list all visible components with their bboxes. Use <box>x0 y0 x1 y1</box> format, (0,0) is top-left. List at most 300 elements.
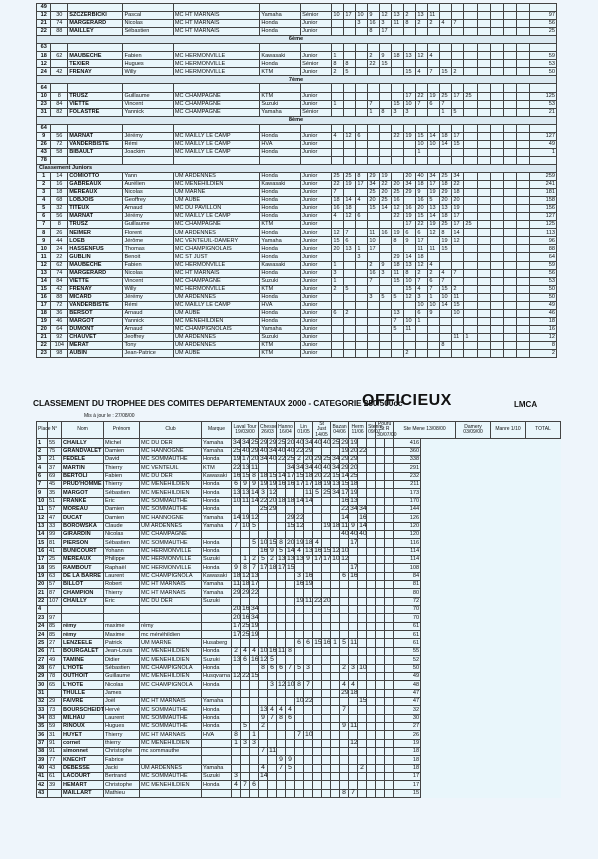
table-cell: 85 <box>48 622 62 630</box>
table-cell: Hugues <box>123 60 173 68</box>
table-cell <box>504 213 517 221</box>
table-cell: Hervé <box>104 706 140 714</box>
table-cell: 9 <box>241 480 250 488</box>
table-cell: 14 <box>428 132 440 140</box>
table-cell: 25 <box>464 221 477 229</box>
table-cell <box>250 531 259 539</box>
table-cell <box>301 156 332 164</box>
table-cell <box>304 656 313 664</box>
table-cell: Junior <box>301 261 332 269</box>
table-cell <box>452 100 464 108</box>
table-cell <box>277 531 286 539</box>
table-cell: 29 <box>260 438 268 446</box>
table-cell: 13 <box>305 547 313 555</box>
table-cell <box>356 84 368 92</box>
table-cell: 8 <box>259 664 268 672</box>
table-cell <box>104 614 140 622</box>
table-cell <box>380 132 392 140</box>
table-cell: 34 <box>37 714 48 722</box>
table-cell <box>464 253 477 261</box>
table-cell <box>322 656 331 664</box>
table-cell <box>313 689 322 697</box>
table-cell <box>517 156 530 164</box>
table-cell: 25 <box>242 630 250 638</box>
table-cell: Yamaha <box>202 522 232 530</box>
table-cell: 2 <box>250 556 259 564</box>
table-cell: UM AUBE <box>173 350 259 358</box>
table-cell <box>452 12 464 20</box>
table-cell <box>358 489 367 497</box>
table-cell: 2 <box>416 20 428 28</box>
table-row <box>37 28 557 36</box>
table-cell: 15 <box>242 471 250 479</box>
table-row <box>37 92 557 100</box>
table-cell: 42 <box>51 68 68 76</box>
table-cell <box>268 731 277 739</box>
table-cell: Suzuki <box>260 100 301 108</box>
table-cell <box>340 772 349 780</box>
table-cell: Yamaha <box>202 697 232 705</box>
table-cell: Junior <box>301 92 332 100</box>
table-cell: 17 <box>314 555 322 563</box>
table-cell: 12 <box>341 555 349 563</box>
table-cell: 17 <box>404 92 416 100</box>
table-cell <box>277 631 286 639</box>
table-cell <box>367 556 376 564</box>
table-cell: Junior <box>301 28 332 36</box>
table-cell: 3 <box>368 293 380 301</box>
table-cell <box>367 439 376 447</box>
table-cell: Junior <box>301 20 332 28</box>
table-cell: simonnet <box>62 747 104 755</box>
table-cell <box>385 731 394 739</box>
table-cell <box>340 739 349 747</box>
table-cell: 6 <box>404 229 416 237</box>
table-cell: 2 <box>416 269 428 277</box>
table-cell: 36 <box>51 309 68 317</box>
table-cell: Junior <box>301 325 332 333</box>
table-row <box>37 84 557 92</box>
table-cell: 48 <box>394 681 421 689</box>
table-cell: RAMBOUT <box>62 564 104 572</box>
table-cell: 7 <box>416 100 428 108</box>
table-cell: MC CHAMPAGNE <box>173 277 259 285</box>
table-cell: Arnaud <box>123 205 173 213</box>
table-cell <box>268 597 277 605</box>
table-cell: 13 <box>404 52 416 60</box>
table-cell <box>331 589 340 597</box>
table-cell: MC MAILLY LE CAMP <box>173 213 259 221</box>
table-cell: 8 <box>232 731 241 739</box>
table-cell: 17 <box>260 563 268 571</box>
table-cell: UM MARNE <box>140 639 202 647</box>
table-cell: Honda <box>202 564 232 572</box>
table-cell <box>490 261 503 269</box>
table-cell <box>295 772 304 780</box>
table-cell <box>202 747 232 755</box>
table-cell <box>517 84 530 92</box>
table-cell: 19 <box>37 572 48 580</box>
table-cell: 126 <box>394 514 421 522</box>
table-cell: CHAILLY <box>62 439 104 447</box>
table-cell <box>340 581 349 589</box>
table-cell: 21 <box>48 455 62 463</box>
table-row <box>37 522 561 530</box>
table-cell <box>404 44 416 52</box>
table-cell: FAIVRE <box>62 697 104 705</box>
table-cell: 6 <box>416 309 428 317</box>
table-cell: NEIMER <box>68 229 123 237</box>
table-cell <box>385 472 394 480</box>
table-cell: 5 <box>250 522 259 530</box>
table-cell <box>277 639 286 647</box>
table-cell: 20 <box>440 197 452 205</box>
table-cell <box>464 269 477 277</box>
table-cell: Bertrand <box>104 772 140 780</box>
table-cell <box>517 229 530 237</box>
table-cell: 12 <box>233 672 241 680</box>
table-cell <box>440 28 452 36</box>
table-cell: 22 <box>380 181 392 189</box>
table-cell: 113 <box>530 229 557 237</box>
table-cell <box>368 4 380 12</box>
table-cell: 40 <box>323 438 331 446</box>
table-cell: 13 <box>428 205 440 213</box>
table-cell: Honda <box>260 60 301 68</box>
table-cell: Yamaha <box>202 589 232 597</box>
table-cell: mc ménéhildien <box>140 631 202 639</box>
table-cell <box>202 531 232 539</box>
table-cell <box>416 108 428 116</box>
table-cell: 4 <box>37 464 48 472</box>
table-cell <box>477 269 490 277</box>
table-cell: 15 <box>440 285 452 293</box>
table-cell <box>380 301 392 309</box>
table-cell: 4 <box>332 213 344 221</box>
table-cell: 12 <box>416 261 428 269</box>
table-row <box>37 12 557 20</box>
table-cell <box>358 472 367 480</box>
table-cell <box>356 92 368 100</box>
table-cell <box>332 293 344 301</box>
table-cell: 4 <box>313 539 322 547</box>
table-cell: Jérémy <box>123 213 173 221</box>
table-cell: 34 <box>305 463 313 471</box>
table-cell <box>332 140 344 148</box>
table-cell: 22 <box>278 455 286 463</box>
table-cell: THULLE <box>62 689 104 697</box>
table-cell: 17 <box>37 301 51 309</box>
table-cell: Junior <box>301 245 332 253</box>
table-cell: MC HERMONVILLE <box>140 556 202 564</box>
table-cell: 10 <box>416 140 428 148</box>
table-cell: Sébastien <box>123 28 173 36</box>
table-cell <box>277 589 286 597</box>
table-row <box>37 606 561 614</box>
table-cell <box>295 706 304 714</box>
table-cell: MC DU DER <box>140 597 202 605</box>
table-row <box>37 539 561 547</box>
table-cell: 78 <box>48 672 62 680</box>
table-cell: 40 <box>260 446 268 454</box>
table-cell <box>530 124 557 132</box>
table-cell <box>367 589 376 597</box>
table-cell: MC CHAMPAGNE <box>173 108 259 116</box>
table-cell: Fabien <box>123 261 173 269</box>
table-cell <box>286 639 295 647</box>
table-cell <box>356 309 368 317</box>
table-cell: 25 <box>260 505 268 513</box>
table-cell: 56 <box>51 213 68 221</box>
table-cell: 53 <box>530 60 557 68</box>
table-cell <box>367 597 376 605</box>
table-cell: MC SOMMAUTHE <box>140 539 202 547</box>
table-cell: 4 <box>277 706 286 714</box>
table-cell: Honda <box>260 293 301 301</box>
table-cell: 70 <box>394 606 421 614</box>
table-cell <box>464 44 477 52</box>
table-row <box>37 181 557 189</box>
table-cell <box>322 447 331 455</box>
table-cell: MC HT MARNAIS <box>140 581 202 589</box>
table-row <box>37 756 561 764</box>
table-cell <box>295 714 304 722</box>
table-cell: 73 <box>48 706 62 714</box>
table-cell: 69 <box>48 472 62 480</box>
table-cell: 99 <box>48 531 62 539</box>
table-cell <box>464 52 477 60</box>
table-cell <box>490 181 503 189</box>
table-row <box>37 261 557 269</box>
table-cell: 12 <box>37 514 48 522</box>
table-cell <box>304 622 313 630</box>
trophy-title: CLASSEMENT DU TROPHEE DES COMITES DEPARTEMENTAUX 2000 - CATEGORIE 250/500cc - <box>33 398 408 408</box>
table-cell: 18 <box>242 580 250 588</box>
table-cell <box>268 514 277 522</box>
table-cell: 53 <box>530 100 557 108</box>
table-cell: Junior <box>301 237 332 245</box>
table-cell <box>322 505 331 513</box>
column-header: Place <box>37 422 48 439</box>
table-cell <box>250 706 259 714</box>
table-cell: 31 <box>37 108 51 116</box>
table-cell: 47 <box>394 697 421 705</box>
table-cell: 19 <box>341 446 349 454</box>
table-cell: 10 <box>404 100 416 108</box>
table-cell <box>367 639 376 647</box>
table-cell <box>295 656 304 664</box>
table-cell <box>344 301 356 309</box>
table-cell: 72 <box>51 301 68 309</box>
table-cell: 74 <box>51 269 68 277</box>
table-cell <box>477 124 490 132</box>
table-cell: 18 <box>344 205 356 213</box>
table-row <box>37 245 557 253</box>
table-cell: 3 <box>349 664 358 672</box>
table-cell <box>286 597 295 605</box>
table-cell <box>477 132 490 140</box>
table-cell <box>477 108 490 116</box>
table-cell: 2 <box>428 20 440 28</box>
table-cell: 22 <box>233 463 241 471</box>
table-cell <box>349 772 358 780</box>
table-cell <box>295 722 304 730</box>
table-cell: Junior <box>301 172 332 180</box>
table-cell: 19 <box>251 630 259 638</box>
table-cell: 49 <box>530 301 557 309</box>
table-cell: 1 <box>530 148 557 156</box>
table-cell: 98 <box>51 350 68 358</box>
table-cell: 16 <box>404 205 416 213</box>
table-cell: 22 <box>305 697 313 705</box>
table-cell: Robert <box>104 581 140 589</box>
table-cell <box>51 84 68 92</box>
table-cell <box>286 672 295 680</box>
table-cell <box>260 4 301 12</box>
table-cell <box>349 731 358 739</box>
table-cell: 25 <box>344 172 356 180</box>
table-cell: 2 <box>344 309 356 317</box>
table-cell <box>313 606 322 614</box>
column-header: Bazan 04/06 <box>331 422 349 439</box>
table-cell: 11 <box>278 647 286 655</box>
table-cell <box>232 714 241 722</box>
table-cell <box>490 100 503 108</box>
table-cell <box>416 84 428 92</box>
table-cell: GIRARDIN <box>62 531 104 539</box>
table-cell <box>232 556 241 564</box>
table-cell <box>48 689 62 697</box>
table-cell: 20 <box>251 455 259 463</box>
table-cell <box>268 722 277 730</box>
table-cell: MC DU PAVILLON <box>173 205 259 213</box>
table-cell <box>268 572 277 580</box>
table-cell <box>367 480 376 488</box>
table-cell <box>380 4 392 12</box>
table-cell <box>313 589 322 597</box>
table-row <box>37 132 557 140</box>
table-cell <box>368 92 380 100</box>
table-cell: 87 <box>48 589 62 597</box>
table-cell: 42 <box>51 285 68 293</box>
table-cell <box>344 253 356 261</box>
table-cell <box>504 60 517 68</box>
table-cell <box>259 589 268 597</box>
header-row <box>37 422 561 439</box>
table-cell: 95 <box>48 564 62 572</box>
table-cell <box>332 108 344 116</box>
table-cell: 18 <box>392 261 404 269</box>
table-cell: 18 <box>37 564 48 572</box>
table-cell: Sébastien <box>104 489 140 497</box>
table-cell <box>173 44 259 52</box>
table-cell <box>385 706 394 714</box>
table-cell <box>358 464 367 472</box>
table-cell: 2 <box>37 181 51 189</box>
table-cell <box>295 531 304 539</box>
table-cell <box>202 622 232 630</box>
table-row <box>37 489 561 497</box>
table-cell: 7 <box>37 221 51 229</box>
table-cell <box>313 656 322 664</box>
table-cell: 19 <box>323 522 331 530</box>
table-cell <box>464 60 477 68</box>
table-cell: MC HT MARNAIS <box>173 269 259 277</box>
table-cell: 85 <box>48 631 62 639</box>
table-cell <box>356 325 368 333</box>
table-cell <box>385 781 394 789</box>
table-cell: RINOUX <box>62 722 104 730</box>
table-row <box>37 309 557 317</box>
table-cell <box>332 325 344 333</box>
table-cell: 17 <box>394 781 421 789</box>
table-cell: 11 <box>242 497 250 504</box>
table-cell <box>477 309 490 317</box>
table-cell: Philippe <box>104 556 140 564</box>
table-cell: 6 <box>295 639 304 647</box>
table-cell: 7 <box>428 68 440 76</box>
table-cell <box>286 581 295 589</box>
table-cell: 39 <box>48 781 62 789</box>
table-cell <box>340 714 349 722</box>
table-cell: 34 <box>428 172 440 180</box>
table-cell: 18 <box>287 497 295 504</box>
table-cell: Thierry <box>104 589 140 597</box>
table-cell: UM MARNE <box>173 189 259 197</box>
table-cell: 7 <box>277 764 286 772</box>
table-cell <box>268 622 277 630</box>
table-cell: 9 <box>268 547 277 555</box>
table-cell <box>376 781 385 789</box>
table-cell <box>464 317 477 325</box>
table-cell: 15 <box>394 789 421 797</box>
table-cell <box>232 706 241 714</box>
table-cell <box>123 156 173 164</box>
table-cell: Honda <box>260 189 301 197</box>
table-cell: 13 <box>350 497 358 504</box>
table-cell: Honda <box>202 480 232 488</box>
table-cell: Junior <box>301 285 332 293</box>
table-cell <box>331 747 340 755</box>
org-label: LMCA <box>514 400 538 409</box>
table-cell <box>48 606 62 614</box>
column-header: Ste Mene 13/08/00 <box>394 422 456 439</box>
table-cell <box>331 789 340 797</box>
table-cell <box>268 639 277 647</box>
table-cell <box>477 28 490 36</box>
table-cell <box>376 664 385 672</box>
table-cell: 19 <box>428 221 440 229</box>
table-cell <box>277 505 286 513</box>
table-cell <box>376 614 385 622</box>
table-cell <box>464 181 477 189</box>
table-cell: 25 <box>332 438 340 446</box>
table-cell <box>331 606 340 614</box>
table-cell <box>331 664 340 672</box>
table-cell <box>517 237 530 245</box>
table-cell: 34 <box>296 463 304 471</box>
table-row <box>37 739 561 747</box>
table-cell <box>277 514 286 522</box>
table-cell: 17 <box>394 772 421 780</box>
table-cell <box>322 681 331 689</box>
table-cell: 52 <box>394 656 421 664</box>
table-cell: 3 <box>380 269 392 277</box>
table-cell: 17 <box>350 563 358 571</box>
table-cell <box>392 301 404 309</box>
table-cell <box>232 531 241 539</box>
table-cell <box>268 789 277 797</box>
